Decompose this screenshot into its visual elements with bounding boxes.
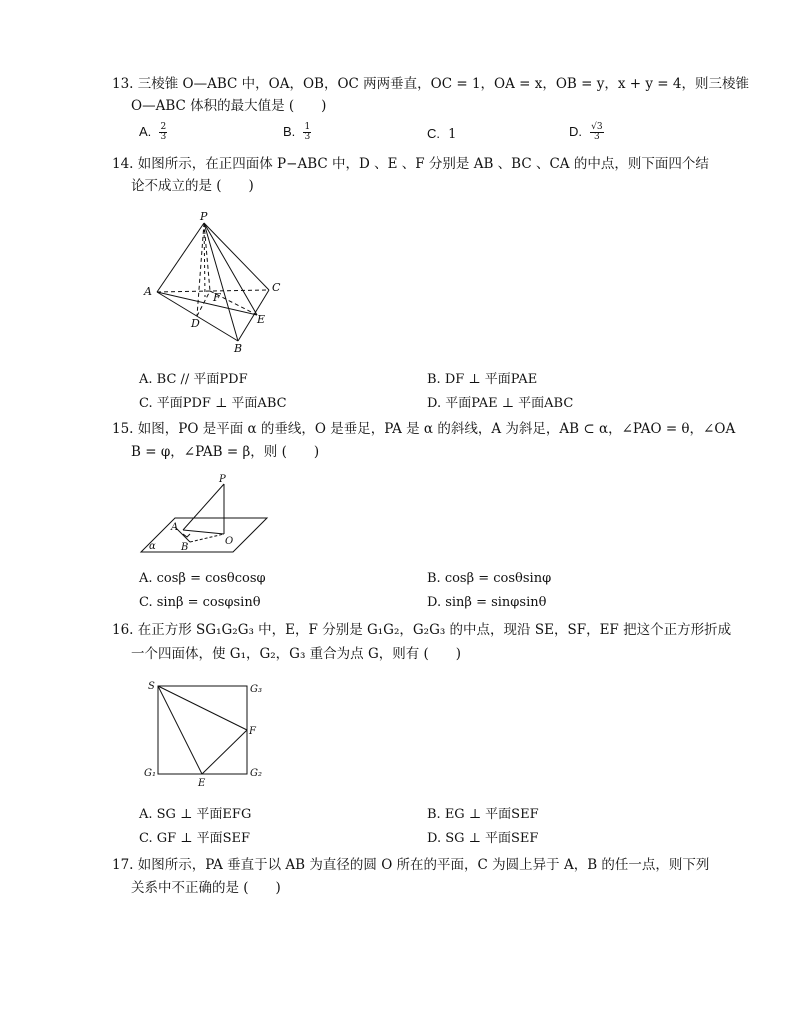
q16-square-figure bbox=[140, 676, 270, 792]
q13-option-b-denominator: 3 bbox=[304, 132, 311, 142]
q16-option-b: B. EG ⊥ 平面SEF bbox=[427, 807, 539, 822]
label-E: E bbox=[257, 313, 266, 326]
q16-option-a: A. SG ⊥ 平面EFG bbox=[139, 807, 252, 822]
q16-stem-line1: 16. 在正方形 SG₁G₂G₃ 中，E，F 分别是 G₁G₂，G₂G₃ 的中点，现沿 SE，SF，EF 把这个正方形折成 bbox=[112, 622, 732, 638]
fold-SE bbox=[158, 686, 202, 774]
q15-option-d: D. sinβ = sinφsinθ bbox=[427, 595, 547, 610]
label-D: D bbox=[191, 317, 200, 330]
q17-stem-line2: 关系中不正确的是 ( ) bbox=[131, 880, 281, 896]
q13-stem-line1: 13. 三棱锥 O—ABC 中，OA，OB，OC 两两垂直，OC = 1，OA = x，OB = y，x + y = 4，则三棱锥 bbox=[112, 76, 749, 92]
fold-EF bbox=[202, 730, 247, 774]
q15-option-c: C. sinβ = cosφsinθ bbox=[139, 595, 261, 610]
q13-option-a-numerator: 2 bbox=[160, 122, 167, 132]
q13-option-b-numerator: 1 bbox=[304, 122, 311, 132]
q13-option-b bbox=[283, 123, 311, 142]
q15-stem-line1: 15. 如图，PO 是平面 α 的垂线，O 是垂足，PA 是 α 的斜线，A 为斜足，AB ⊂ α，∠PAO = θ，∠OA bbox=[112, 421, 736, 437]
q13-option-d-numerator: √3 bbox=[591, 122, 603, 132]
label-O: O bbox=[225, 536, 234, 547]
q16-option-c: C. GF ⊥ 平面SEF bbox=[139, 831, 251, 846]
q13-option-a-label: A. bbox=[139, 124, 152, 139]
q13-option-a-fraction bbox=[159, 123, 167, 142]
q15-stem-line2: B = φ，∠PAB = β，则 ( ) bbox=[131, 444, 320, 460]
q13-option-b-label: B. bbox=[283, 124, 296, 139]
q14-option-d: D. 平面PAE ⊥ 平面ABC bbox=[427, 396, 574, 411]
altitude-line bbox=[204, 223, 205, 297]
label-E: E bbox=[198, 778, 206, 789]
q14-option-b: B. DF ⊥ 平面PAE bbox=[427, 372, 538, 387]
q13-option-d bbox=[569, 123, 604, 142]
q13-option-c-value: 1 bbox=[448, 127, 457, 142]
q13-option-d-label: D. bbox=[569, 124, 582, 139]
q14-stem-line1: 14. 如图所示，在正四面体 P−ABC 中，D 、E 、F 分别是 AB 、BC 、CA 的中点，则下面四个结 bbox=[112, 156, 709, 172]
label-A: A bbox=[144, 285, 152, 298]
square-SG1G2G3 bbox=[158, 686, 247, 774]
label-P: P bbox=[200, 210, 208, 223]
q13-option-b-fraction bbox=[303, 123, 311, 142]
label-G2: G₂ bbox=[250, 768, 262, 779]
label-C: C bbox=[272, 281, 281, 294]
q13-option-c bbox=[427, 125, 456, 144]
q13-option-a-denominator: 3 bbox=[160, 132, 167, 142]
label-alpha: α bbox=[149, 541, 156, 552]
segment-BO bbox=[190, 534, 224, 542]
fold-SF bbox=[158, 686, 247, 730]
label-F: F bbox=[249, 726, 256, 737]
q16-option-d: D. SG ⊥ 平面SEF bbox=[427, 831, 539, 846]
q13-option-a bbox=[139, 123, 167, 142]
q17-stem-line1: 17. 如图所示，PA 垂直于以 AB 为直径的圆 O 所在的平面，C 为圆上异于 A，B 的任一点，则下列 bbox=[112, 857, 710, 873]
q16-stem-line2: 一个四面体，使 G₁，G₂，G₃ 重合为点 G，则有 ( ) bbox=[131, 646, 462, 662]
q13-option-d-fraction bbox=[590, 123, 603, 142]
q15-plane-figure bbox=[135, 472, 275, 557]
q14-option-a: A. BC // 平面PDF bbox=[139, 372, 248, 387]
q14-stem-line2: 论不成立的是 ( ) bbox=[131, 178, 254, 194]
plane-alpha bbox=[141, 518, 267, 552]
q14-tetrahedron-figure bbox=[135, 205, 295, 355]
label-A: A bbox=[171, 522, 179, 533]
label-B: B bbox=[181, 542, 189, 553]
q14-option-c: C. 平面PDF ⊥ 平面ABC bbox=[139, 396, 287, 411]
label-P: P bbox=[219, 474, 226, 485]
edge-AE bbox=[157, 292, 257, 315]
label-B: B bbox=[234, 342, 243, 355]
oblique-PA bbox=[183, 484, 224, 530]
q15-option-b: B. cosβ = cosθsinφ bbox=[427, 571, 552, 586]
q13-option-c-label: C. bbox=[427, 126, 440, 141]
label-G3: G₃ bbox=[250, 684, 262, 695]
label-S: S bbox=[148, 681, 155, 692]
label-F: F bbox=[213, 291, 221, 304]
segment-AO bbox=[183, 530, 224, 534]
label-G1: G₁ bbox=[144, 768, 156, 779]
q13-stem-line2: O—ABC 体积的最大值是 ( ) bbox=[131, 98, 327, 114]
q13-option-d-denominator: 3 bbox=[594, 132, 600, 142]
q15-option-a: A. cosβ = cosθcosφ bbox=[139, 571, 266, 586]
edge-PA bbox=[157, 223, 204, 292]
